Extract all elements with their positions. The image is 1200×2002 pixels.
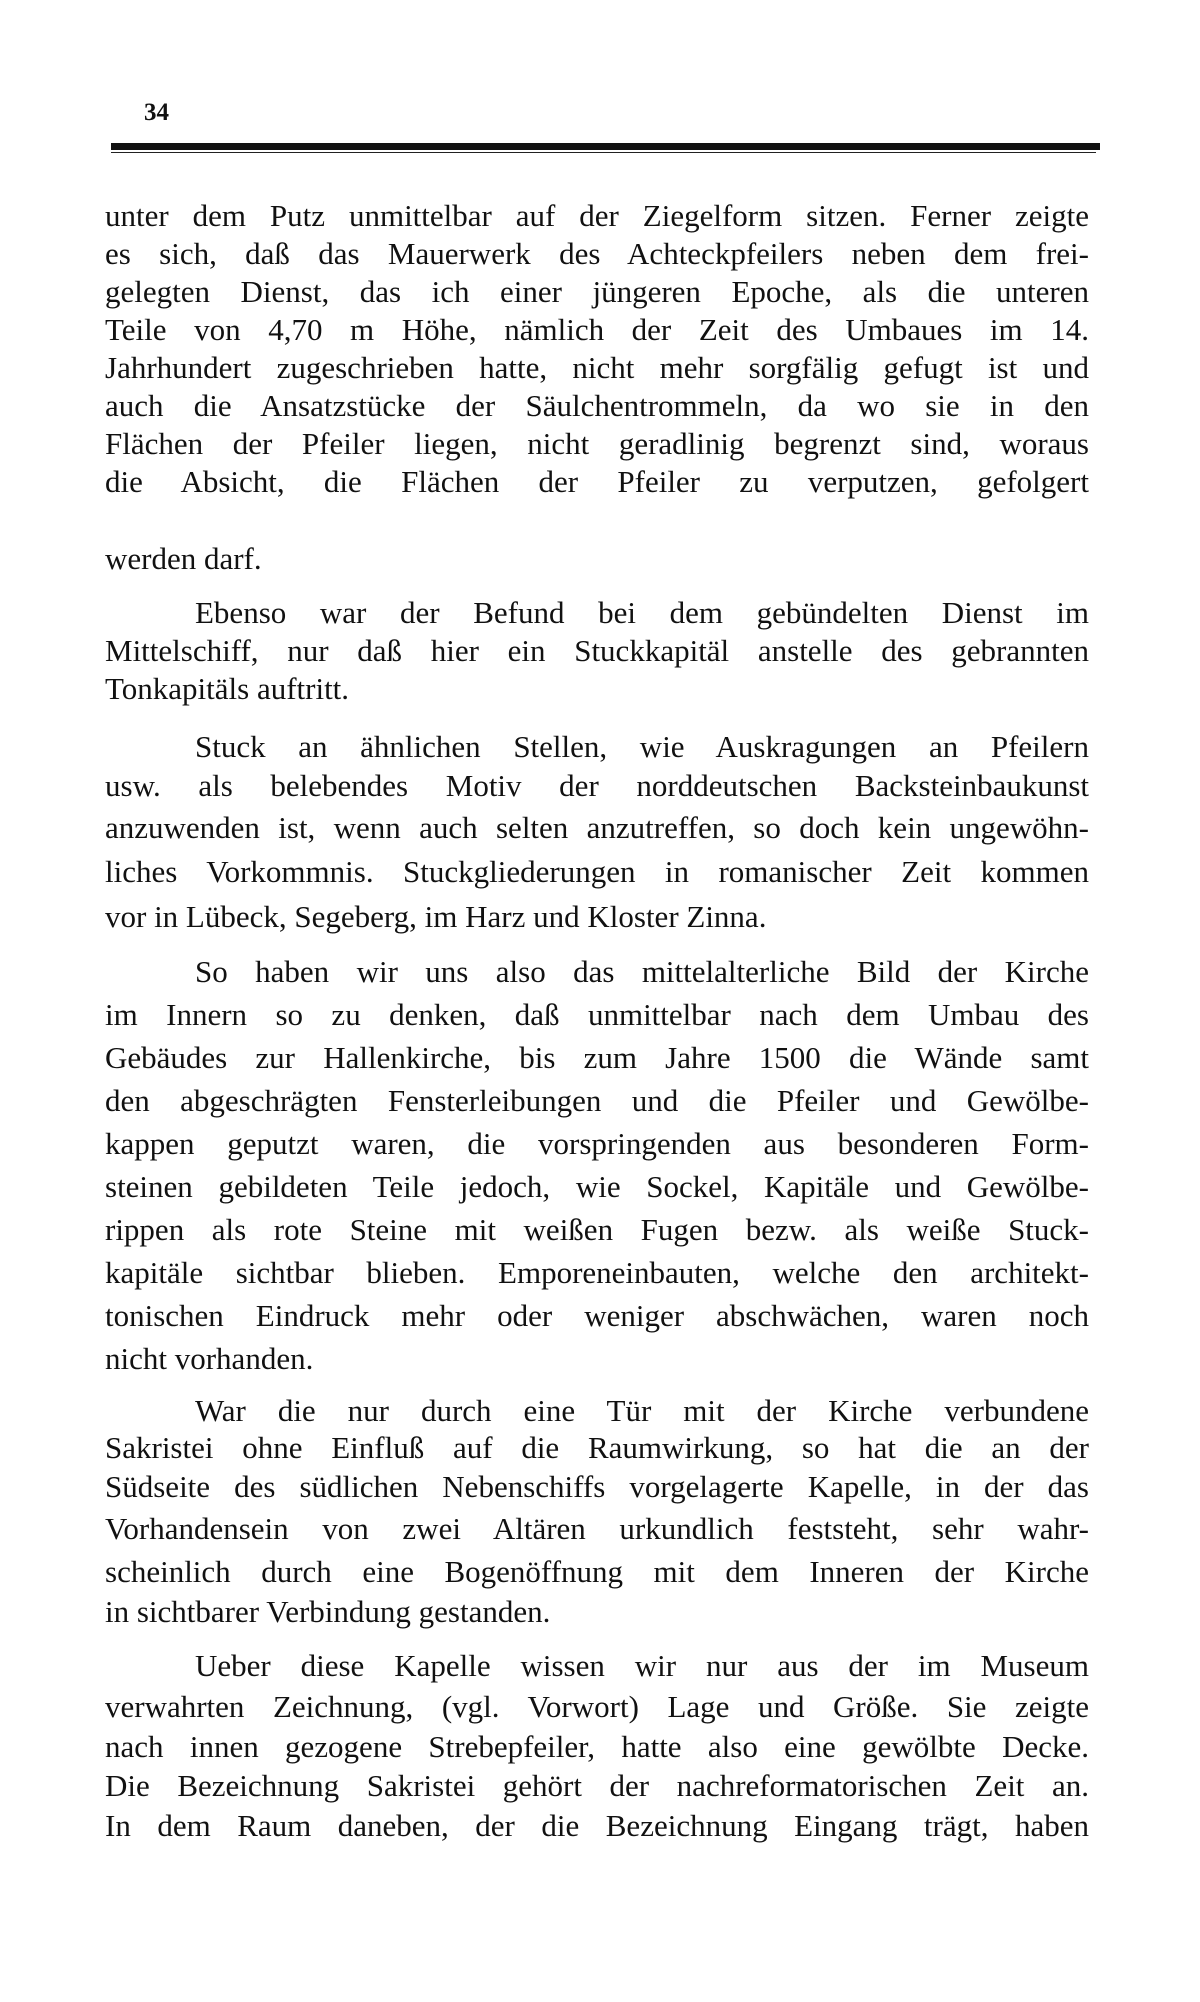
text-line: die Absicht, die Flächen der Pfeiler zu verputzen, gefolgert bbox=[105, 464, 1089, 499]
page-number: 34 bbox=[144, 99, 169, 126]
text-line: steinen gebildeten Teile jedoch, wie Sockel, Kapitäle und Gewölbe- bbox=[105, 1169, 1089, 1204]
text-line: Sakristei ohne Einfluß auf die Raumwirkung, so hat die an der bbox=[105, 1430, 1089, 1465]
text-line: Gebäudes zur Hallenkirche, bis zum Jahre 1500 die Wände samt bbox=[105, 1040, 1089, 1075]
text-line: es sich, daß das Mauerwerk des Achteckpfeilers neben dem frei- bbox=[105, 236, 1089, 271]
text-line: kapitäle sichtbar blieben. Emporeneinbauten, welche den architekt- bbox=[105, 1255, 1089, 1290]
text-line: Jahrhundert zugeschrieben hatte, nicht mehr sorgfälig gefugt ist und bbox=[105, 350, 1089, 385]
text-line: Ueber diese Kapelle wissen wir nur aus der im Museum bbox=[195, 1648, 1089, 1683]
text-line: im Innern so zu denken, daß unmittelbar nach dem Umbau des bbox=[105, 997, 1089, 1032]
text-line: den abgeschrägten Fensterleibungen und die Pfeiler und Gewölbe- bbox=[105, 1083, 1089, 1118]
text-line: Tonkapitäls auftritt. bbox=[105, 671, 350, 706]
text-line: rippen als rote Steine mit weißen Fugen bezw. als weiße Stuck- bbox=[105, 1212, 1089, 1247]
text-line: nach innen gezogene Strebepfeiler, hatte also eine gewölbte Decke. bbox=[105, 1729, 1089, 1764]
text-line: werden darf. bbox=[105, 541, 262, 576]
text-line: usw. als belebendes Motiv der norddeutschen Backsteinbaukunst bbox=[105, 768, 1089, 803]
text-line: nicht vorhanden. bbox=[105, 1341, 314, 1376]
text-line: unter dem Putz unmittelbar auf der Ziegelform sitzen. Ferner zeigte bbox=[105, 198, 1089, 233]
text-line: liches Vorkommnis. Stuckgliederungen in romanischer Zeit kommen bbox=[105, 854, 1089, 889]
text-line: Südseite des südlichen Nebenschiffs vorgelagerte Kapelle, in der das bbox=[105, 1469, 1089, 1504]
text-line: tonischen Eindruck mehr oder weniger abschwächen, waren noch bbox=[105, 1298, 1089, 1333]
text-line: in sichtbarer Verbindung gestanden. bbox=[105, 1594, 551, 1629]
text-line: Flächen der Pfeiler liegen, nicht geradlinig begrenzt sind, woraus bbox=[105, 426, 1089, 461]
text-line: Die Bezeichnung Sakristei gehört der nachreformatorischen Zeit an. bbox=[105, 1768, 1089, 1803]
text-line: gelegten Dienst, das ich einer jüngeren Epoche, als die unteren bbox=[105, 274, 1089, 309]
text-line: Stuck an ähnlichen Stellen, wie Auskragungen an Pfeilern bbox=[195, 729, 1089, 764]
text-line: In dem Raum daneben, der die Bezeichnung Eingang trägt, haben bbox=[105, 1808, 1089, 1843]
text-line: verwahrten Zeichnung, (vgl. Vorwort) Lage und Größe. Sie zeigte bbox=[105, 1689, 1089, 1724]
text-line: scheinlich durch eine Bogenöffnung mit dem Inneren der Kirche bbox=[105, 1554, 1089, 1589]
text-line: Mittelschiff, nur daß hier ein Stuckkapitäl anstelle des gebrannten bbox=[105, 633, 1089, 668]
text-line: So haben wir uns also das mittelalterliche Bild der Kirche bbox=[195, 954, 1089, 989]
text-line: anzuwenden ist, wenn auch selten anzutreffen, so doch kein ungewöhn- bbox=[105, 810, 1089, 845]
text-line: Ebenso war der Befund bei dem gebündelten Dienst im bbox=[195, 595, 1089, 630]
text-line: auch die Ansatzstücke der Säulchentrommeln, da wo sie in den bbox=[105, 388, 1089, 423]
text-line: Vorhandensein von zwei Altären urkundlich feststeht, sehr wahr- bbox=[105, 1511, 1089, 1546]
text-line: War die nur durch eine Tür mit der Kirche verbundene bbox=[195, 1393, 1089, 1428]
text-line: vor in Lübeck, Segeberg, im Harz und Kloster Zinna. bbox=[105, 899, 767, 934]
text-line: Teile von 4,70 m Höhe, nämlich der Zeit des Umbaues im 14. bbox=[105, 312, 1089, 347]
text-line: kappen geputzt waren, die vorspringenden aus besonderen Form- bbox=[105, 1126, 1089, 1161]
